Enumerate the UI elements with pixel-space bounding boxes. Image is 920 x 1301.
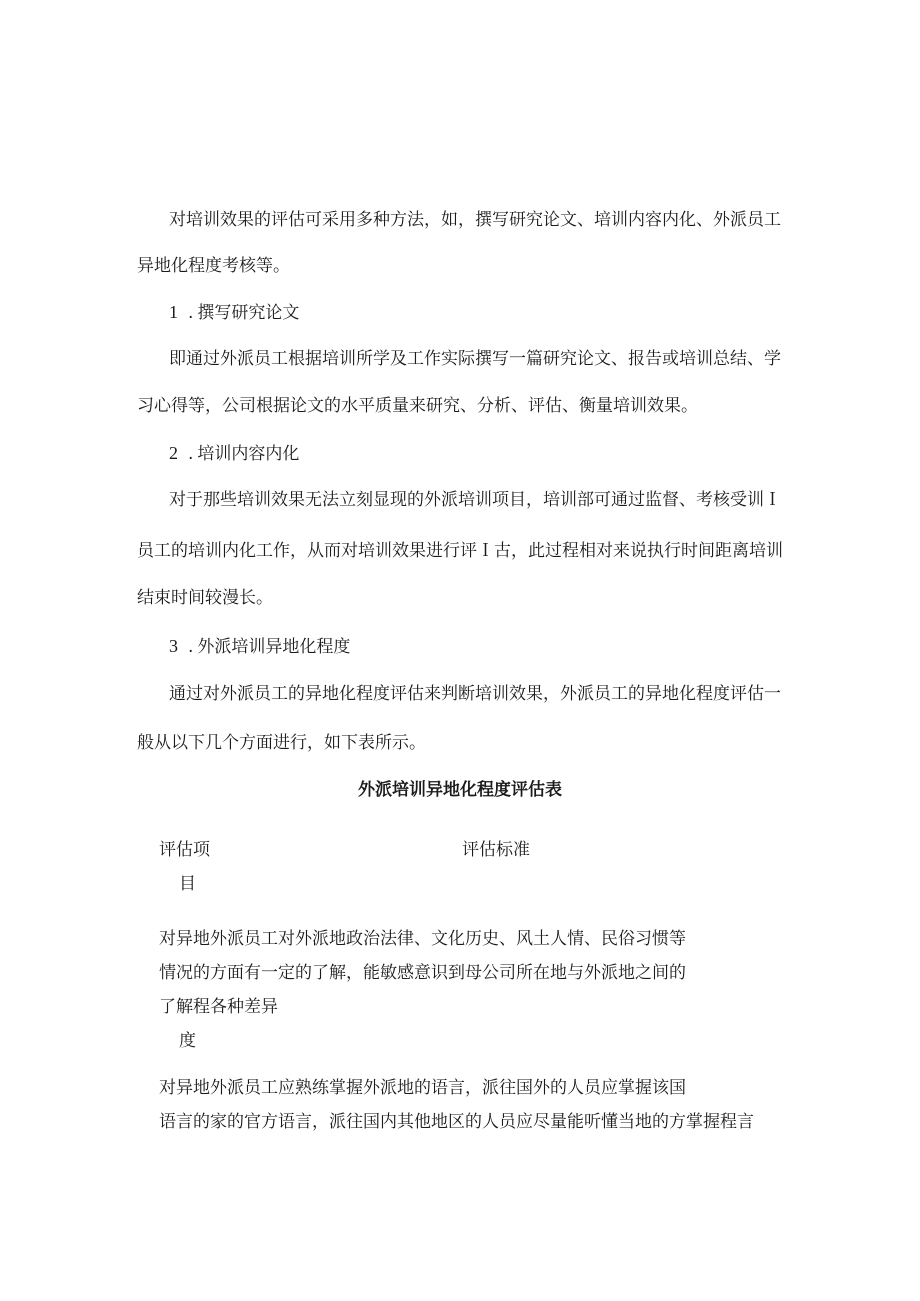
section-2-title: 培训内容内化 bbox=[197, 444, 300, 464]
table-header-item-cont: 目 bbox=[179, 874, 196, 894]
section-2-line-2: 员工的培训内化工作，从而对培训效果进行评Ｉ古，此过程相对来说执行时间距离培训 bbox=[137, 541, 783, 561]
intro-line-1: 对培训效果的评估可采用多种方法，如，撰写研究论文、培训内容内化、外派员工 bbox=[169, 210, 781, 230]
section-3-line-1: 通过对外派员工的异地化程度评估来判断培训效果，外派员工的异地化程度评估一 bbox=[169, 684, 781, 704]
intro-line-2: 异地化程度考核等。 bbox=[137, 256, 290, 276]
section-3-title: 外派培训异地化程度 bbox=[197, 637, 351, 657]
section-1-heading bbox=[169, 303, 299, 322]
section-2-heading bbox=[169, 444, 299, 463]
row-1-line-1: 对异地外派员工对外派地政治法律、文化历史、风土人情、民俗习惯等 bbox=[159, 929, 686, 949]
section-1-separator: . bbox=[188, 303, 194, 323]
section-1-title: 撰写研究论文 bbox=[197, 303, 300, 323]
section-2-line-3: 结束时间较漫长。 bbox=[137, 588, 273, 608]
section-1-line-1: 即通过外派员工根据培训所学及工作实际撰写一篇研究论文、报告或培训总结、学 bbox=[169, 349, 781, 369]
section-3-number: 3 bbox=[169, 636, 178, 656]
row-2-line-2: 语言的家的官方语言，派往国内其他地区的人员应尽量能听懂当地的方掌握程言 bbox=[159, 1112, 754, 1132]
section-3-line-2: 般从以下几个方面进行，如下表所示。 bbox=[137, 733, 426, 753]
table-header-criteria: 评估标准 bbox=[462, 840, 530, 860]
section-1-number: 1 bbox=[169, 302, 178, 322]
table-header-item: 评估项 bbox=[159, 840, 210, 860]
row-1-line-4: 度 bbox=[179, 1031, 196, 1051]
section-2-number: 2 bbox=[169, 443, 178, 463]
section-1-line-2: 习心得等，公司根据论文的水平质量来研究、分析、评估、衡量培训效果。 bbox=[137, 396, 698, 416]
section-2-separator: . bbox=[188, 444, 194, 464]
section-3-heading bbox=[169, 637, 350, 656]
table-title: 外派培训异地化程度评估表 bbox=[358, 780, 562, 800]
row-1-line-2: 情况的方面有一定的了解，能敏感意识到母公司所在地与外派地之间的 bbox=[159, 963, 686, 983]
section-3-separator: . bbox=[188, 637, 194, 657]
row-1-line-3: 了解程各种差异 bbox=[159, 997, 278, 1017]
row-2-line-1: 对异地外派员工应熟练掌握外派地的语言，派往国外的人员应掌握该国 bbox=[159, 1078, 686, 1098]
section-2-line-1: 对于那些培训效果无法立刻显现的外派培训项目，培训部可通过监督、考核受训Ｉ bbox=[169, 490, 781, 510]
